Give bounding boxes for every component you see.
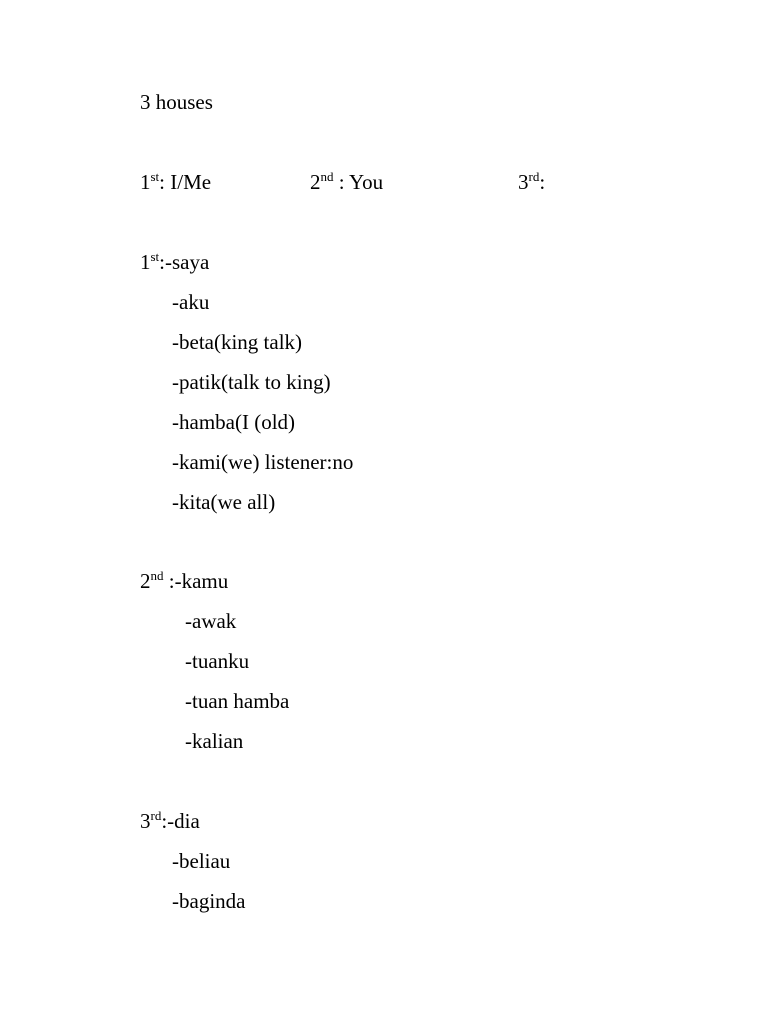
house-first-sup: st [150,169,160,184]
house-first-num: 1 [140,170,151,194]
list-item: -awak [185,609,237,633]
house-third-text: : [539,170,546,194]
list-item: -kalian [185,729,244,753]
list-item: -hamba(I (old) [172,410,296,434]
section-first-num: 1 [140,250,151,274]
section-third-sup: rd [150,808,162,823]
house-third-label [518,170,545,194]
house-second-text: : You [333,170,384,194]
house-third-sup: rd [528,169,540,184]
list-item: -beliau [172,849,231,873]
section-second-num: 2 [140,569,151,593]
section-third-heading [140,809,200,833]
section-third-num: 3 [140,809,151,833]
section-second-head: :-kamu [163,569,229,593]
house-first-text: : I/Me [159,170,212,194]
house-second-num: 2 [310,170,321,194]
list-item: -beta(king talk) [172,330,303,354]
house-second-label [310,170,383,194]
section-second-heading [140,569,228,593]
list-item: -patik(talk to king) [172,370,331,394]
list-item: -tuan hamba [185,689,290,713]
list-item: -kita(we all) [172,490,276,514]
house-first-label [140,170,211,194]
house-second-sup: nd [320,169,334,184]
list-item: -baginda [172,889,246,913]
list-item: -aku [172,290,210,314]
section-second-sup: nd [150,568,164,583]
section-first-sup: st [150,249,160,264]
section-third-head: :-dia [161,809,200,833]
section-first-heading [140,250,209,274]
house-third-num: 3 [518,170,529,194]
list-item: -kami(we) listener:no [172,450,354,474]
page-title: 3 houses [140,90,213,114]
section-first-head: :-saya [159,250,210,274]
list-item: -tuanku [185,649,250,673]
